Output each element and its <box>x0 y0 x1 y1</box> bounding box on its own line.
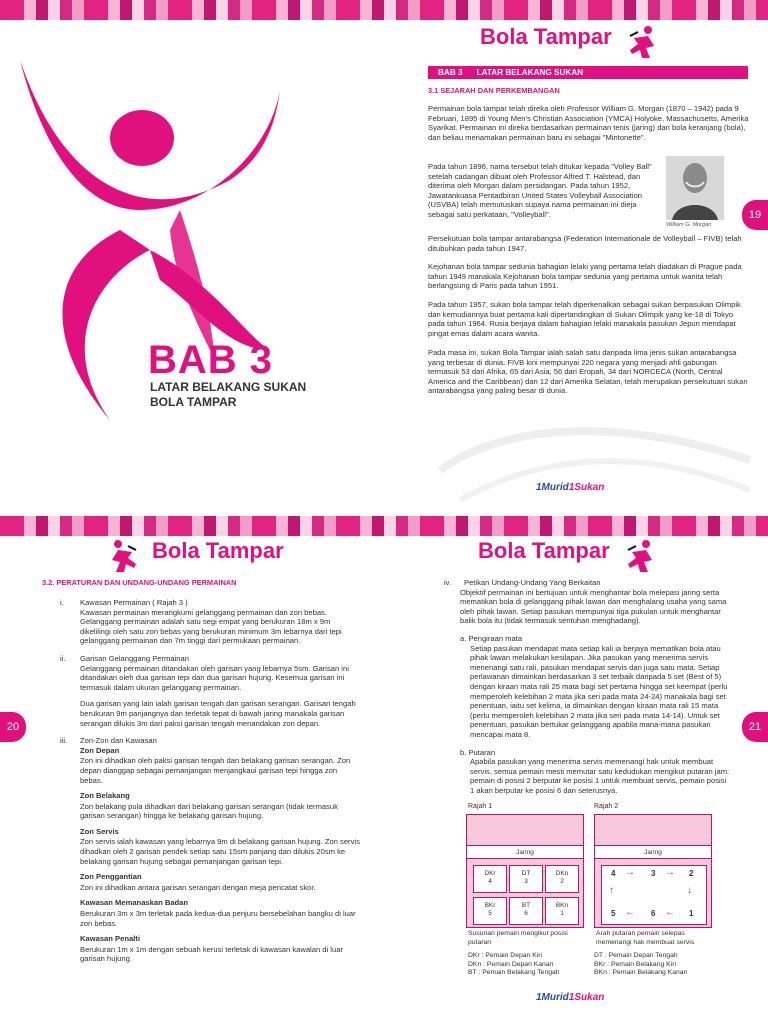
penalty-area-text: Berukuran 1m x 1m dengan sebuah kerusi terletak di kawasan kawalan di luar garisan hujung. <box>80 944 343 964</box>
brand-title: Bola Tampar <box>480 24 612 49</box>
zone-penggantian-text: Zon ini dihadkan antara garisan serangan dengan meja pencatat skor. <box>80 882 316 892</box>
position-6-number: 6 <box>524 910 528 917</box>
player-icon-left <box>104 538 142 576</box>
arrow-left-icon: ← <box>665 907 675 918</box>
legend-item: DKn : Pemain Depan Kanan <box>468 960 554 968</box>
position-1-code: BKn <box>555 902 569 909</box>
section-heading-rules: 3.2. PERATURAN DAN UNDANG-UNDANG PERMAINAN <box>42 578 237 587</box>
zone-depan <box>80 746 360 785</box>
scoring-text: Setiap pasukan mendapat mata setiap kali ia berjaya mematikan bola atau pihak lawan melakukan kesilapan. Jika pasukan yang menerima servis menenangi satu rali, pasukan mendapat servis dan juga satu mata. Setiap perlawanan dimainkan berdasarkan 3 set terbaik daripada 5 set (Best of 5) dengan kiraan mata rali 25 mata bagi set pertama hingga set keempat (perlu memperoleh kelebihan 2 mata jika seri pada mata 24-24) manakala bagi set penentuan, iaitu set kelima, ia dimainkan dengan kiraan mata rali 15 mata (perlu memperoleh kelebihan 2 mata jika seri pada mata 14-14). Untuk set penentuan, pasukan bertukar gelanggang apabila mana-mana pasukan mencapai mata 8. <box>470 643 728 739</box>
history-paragraph-6: Pada masa ini, sukan Bola Tampar ialah salah satu daripada lima jenis sukan antarabangsa yang terbesar di dunia. FIVB kini mempunyai 220 negara yang menjadi ahli gabungan termasuk 53 dari Afrika, 65 dari Asia, 56 dari Eropah, 34 dari NORCECA (North, Central America and the Caribbean) dan 12 dari Amerika Selatan, telah merupakan persekutuan sukan antarabangsa yang paling besar di dunia. <box>428 348 748 396</box>
rule-item-3-title: Zon-Zon dan Kawasan <box>80 736 157 746</box>
legend-item: DKr : Pemain Depan Kiri <box>468 952 543 959</box>
penalty-area <box>80 934 360 964</box>
penalty-area-title: Kawasan Penalti <box>80 934 140 944</box>
arrow-left-icon: ← <box>625 907 635 918</box>
position-2-cell <box>545 865 579 893</box>
legend-right <box>594 952 687 978</box>
history-paragraph-1: Permainan bola tampar telah direka oleh Professor William G. Morgan (1870 – 1942) pada 9 Februari, 1895 di Young Men's Christian Association (YMCA) Holyoke, Massachusetts, Amerika Syarikat. Permainan ini direka berdasarkan permainan tenis (jaring) dan bola keranjang (bola), dan beliau menamakan permainan baru ini sebagai "Mintonette". <box>428 104 749 142</box>
header-stripes-2 <box>0 516 768 536</box>
player-icon <box>624 24 662 62</box>
position-6-cell <box>509 897 543 925</box>
chapter-label: BAB 3 <box>438 68 463 77</box>
scoring-title: a. Pengiraan mata <box>460 633 523 643</box>
rule-item-2 <box>60 654 360 728</box>
chapter-bar <box>428 66 748 79</box>
history-paragraph-4: Kejohanan bola tampar sedunia bahagian lelaki yang pertama telah diadakan di Prague pada tahun 1949 manakala Kejohanan bola tampar sedunia yang pertama untuk wanita telah berlangsung di Paris pada tahun 1951. <box>428 262 742 291</box>
history-paragraph-3: Persekutuan bola tampar antarabangsa (Federation Internationale de Volleyball – FIVB) telah ditubuhkan pada tahun 1947. <box>428 234 742 253</box>
net-label-1: Jaring <box>467 845 583 859</box>
diagram-1-label: Rajah 1 <box>468 803 493 810</box>
decorative-swirl <box>430 410 760 510</box>
rotation-diagram-2 <box>594 814 712 928</box>
position-2-code: DKn <box>555 870 569 877</box>
rotation-number-5: 5 <box>611 909 616 918</box>
legend-left <box>468 952 560 978</box>
position-3-code: DT <box>521 870 531 877</box>
legend-item: BKr : Pemain Belakang Kiri <box>594 960 676 968</box>
rule-item-2-number: ii. <box>60 653 66 663</box>
chapter-bar-title: LATAR BELAKANG SUKAN <box>476 68 584 77</box>
rule-item-2-title: Garisan Gelanggang Permainan <box>80 653 189 663</box>
legend-item: BKn : Pemain Belakang Kanan <box>594 969 688 976</box>
legend-item: DT : Pemain Depan Tengah <box>594 952 678 959</box>
position-3-number: 3 <box>524 878 528 885</box>
logo-part-2: 1Sukan <box>568 482 605 493</box>
rule-item-1-title: Kawasan Permainan ( Rajah 3 ) <box>80 598 188 607</box>
program-logo-2 <box>536 992 604 1003</box>
position-6-code: BT <box>521 902 531 909</box>
warmup-area-title: Kawasan Memanaskan Badan <box>80 898 189 908</box>
rotation-number-2: 2 <box>689 869 694 878</box>
rule-item-3-number: iii. <box>60 736 68 746</box>
page-number-21: 21 <box>742 712 768 742</box>
arrow-right-icon: → <box>625 867 635 878</box>
arrow-right-icon: → <box>665 867 675 878</box>
zone-servis <box>80 827 360 866</box>
rules-column <box>60 598 360 964</box>
zone-servis-title: Zon Servis <box>80 826 119 836</box>
rotation-text: Apabila pasukan yang menerima servis memenangi hak untuk membuat servis, semua pemain mesti memutar satu kedudukan mengikut putaran jam: pemain di posisi 2 berputar ke posisi 1 untuk membuat servis, pemain posisi 1 akan berputar ke posisi 6 dan seterusnya. <box>470 757 730 795</box>
position-5-cell <box>473 897 507 925</box>
position-3-cell <box>509 865 543 893</box>
rule-item-1-number: i. <box>60 598 64 607</box>
rule-item-4-number: iv. <box>444 578 452 587</box>
program-logo <box>536 482 604 493</box>
diagram-2-label: Rajah 2 <box>594 803 619 810</box>
arrow-down-icon: ↓ <box>687 885 692 896</box>
rule-item-3 <box>60 736 360 964</box>
page-number-20: 20 <box>0 712 26 742</box>
legend-item: BT : Pemain Belakang Tengah <box>468 969 560 976</box>
history-paragraph-5: Pada tahun 1957, sukan bola tampar telah diperkenalkan sebagai sukan berpasukan Olimpik dan kemudiannya buat pertama kali dipertandingkan di Sukan Olimpik yang ke-18 di Tokyo pada tahun 1964. Rusia berjaya dalam bahagian lelaki manakala pasukan Jepun mendapat pingat emas dalam acara wanita. <box>428 300 741 338</box>
net-label-2: Jaring <box>595 845 711 859</box>
warmup-area-text: Berukuran 3m x 3m terletak pada kedua-dua penjuru bersebelahan bangku di luar zon bebas. <box>80 909 356 928</box>
rule-item-4-intro: Objektif permainan ini bertujuan untuk menghantar bola melepasi jaring serta mematikan bola di gelanggang pihak lawan dan menghalang usaha yang sama oleh pihak lawan. Setiap pasukan mempunyai tiga pukulan untuk menghantar balik bola itu (tidak termasuk sentuhan menghadang). <box>460 587 727 626</box>
history-paragraph-2: Pada tahun 1896, nama tersebut telah ditukar kepada "Volley Ball" setelah cadangan dibuat oleh Professor Alfred T. Halstead, dan diterima oleh Morgan dalam persidangan. Pada tahun 1952, Jawatankuasa Pentadbiran United States Volleyball Association (USVBA) telah memutuskan supaya nama permainan ini dieja sebagai satu perkataan, "Volleyball". <box>428 162 652 219</box>
rotation-number-4: 4 <box>611 869 616 878</box>
chapter-number: BAB 3 <box>148 338 274 382</box>
rule-item-1-text: Kawasan permainan merangkumi gelanggang permainan dan zon bebas. Gelanggang permainan adalah satu segi empat yang berukuran 18m x 9m dikelilingi oleh satu zon bebas yang berukuran minimum 3m lebarnya dari tepi gelanggang permainan dan 7m tinggi dari permukaan permainan. <box>80 607 342 646</box>
arrow-up-icon: ↑ <box>609 885 614 896</box>
position-1-number: 1 <box>560 910 564 917</box>
zone-servis-text: Zon servis ialah kawasan yang lebarnya 9m di belakang garisan hujung. Zon servis dihadkan oleh 2 garisan pendek setiap satu 15sm panjang dan dilukis 20sm ke belakang garisan hujung sebagai pemanjangan garisan tepi. <box>80 837 360 866</box>
rule-item-2-text: Gelanggang permainan ditandakan oleh garisan yang lebarnya 5sm. Garisan ini ditandakan oleh dua garisan tepi dan dua garisan hujung. Kesemua garisan ini termasuk dalam ukuran gelanggang permainan. <box>80 663 349 692</box>
portrait-caption: William G. Morgan <box>666 222 712 228</box>
zone-depan-text: Zon ini dihadkan oleh paksi garisan tengah dan belakang garisan serangan. Zon depan dianggap sebagai pemanjangan menjangkaui garisan tepi hingga zon bebas. <box>80 756 351 785</box>
portrait-image <box>666 156 724 220</box>
rotation-title: b. Putaran <box>460 747 496 757</box>
rule-item-4 <box>444 578 730 588</box>
rotation-number-3: 3 <box>651 869 656 878</box>
position-2-number: 2 <box>560 878 564 885</box>
logo-part-1: 1Murid <box>536 992 569 1003</box>
zone-belakang <box>80 791 360 821</box>
player-icon-right <box>622 538 660 576</box>
rule-item-4-title: Petikan Undang-Undang Yang Berkaitan <box>464 578 601 587</box>
brand-title-right: Bola Tampar <box>478 538 610 563</box>
zone-penggantian <box>80 872 360 892</box>
zone-depan-title: Zon Depan <box>80 745 120 755</box>
rules-column-right <box>444 578 730 795</box>
rule-item-2-text-2: Dua garisan yang lain ialah garisan tengah dan garisan serangan. Garisan tengah berukuran 9m panjangnya dan terletak tepat di bawah jaring manakala garisan serangan dilukis 3m dari paksi garisan tengah menandakan zon depan. <box>80 699 356 728</box>
position-5-number: 5 <box>488 910 492 917</box>
rotation-diagram-1 <box>466 814 584 928</box>
logo-part-1: 1Murid <box>536 482 569 493</box>
warmup-area <box>80 898 360 928</box>
diagram-1-caption: Susunan pemain mengikut posisi putaran <box>468 930 568 946</box>
chapter-subtitle <box>150 380 306 410</box>
rotation-number-6: 6 <box>651 909 656 918</box>
position-5-code: BKr <box>484 902 496 909</box>
rule-item-1 <box>60 598 360 646</box>
section-heading: 3.1 SEJARAH DAN PERKEMBANGAN <box>428 86 560 95</box>
header-stripes <box>0 0 768 20</box>
rotation-number-1: 1 <box>689 909 694 918</box>
pages-20-21 <box>0 512 768 1024</box>
zone-belakang-title: Zon Belakang <box>80 791 130 801</box>
zone-penggantian-title: Zon Penggantian <box>80 872 142 882</box>
position-4-cell <box>473 865 507 893</box>
position-4-code: DKr <box>484 870 496 877</box>
diagram-2-caption: Arah putaran pemain selepas memenangi hak membuat servis <box>596 930 695 946</box>
chapter-subtitle-line-2: BOLA TAMPAR <box>150 395 237 409</box>
chapter-subtitle-line-1: LATAR BELAKANG SUKAN <box>150 380 307 394</box>
brand-title-left: Bola Tampar <box>152 538 284 563</box>
volleyball-figure-graphic <box>0 20 300 490</box>
logo-part-2: 1Sukan <box>568 992 605 1003</box>
position-1-cell <box>545 897 579 925</box>
position-4-number: 4 <box>488 878 492 885</box>
page-number: 19 <box>742 200 768 230</box>
zone-belakang-text: Zon belakang pula dihadkan dari belakang garisan serangan (tidak termasuk garisan serangan) hingga ke belakang garisan hujung. <box>80 801 338 821</box>
